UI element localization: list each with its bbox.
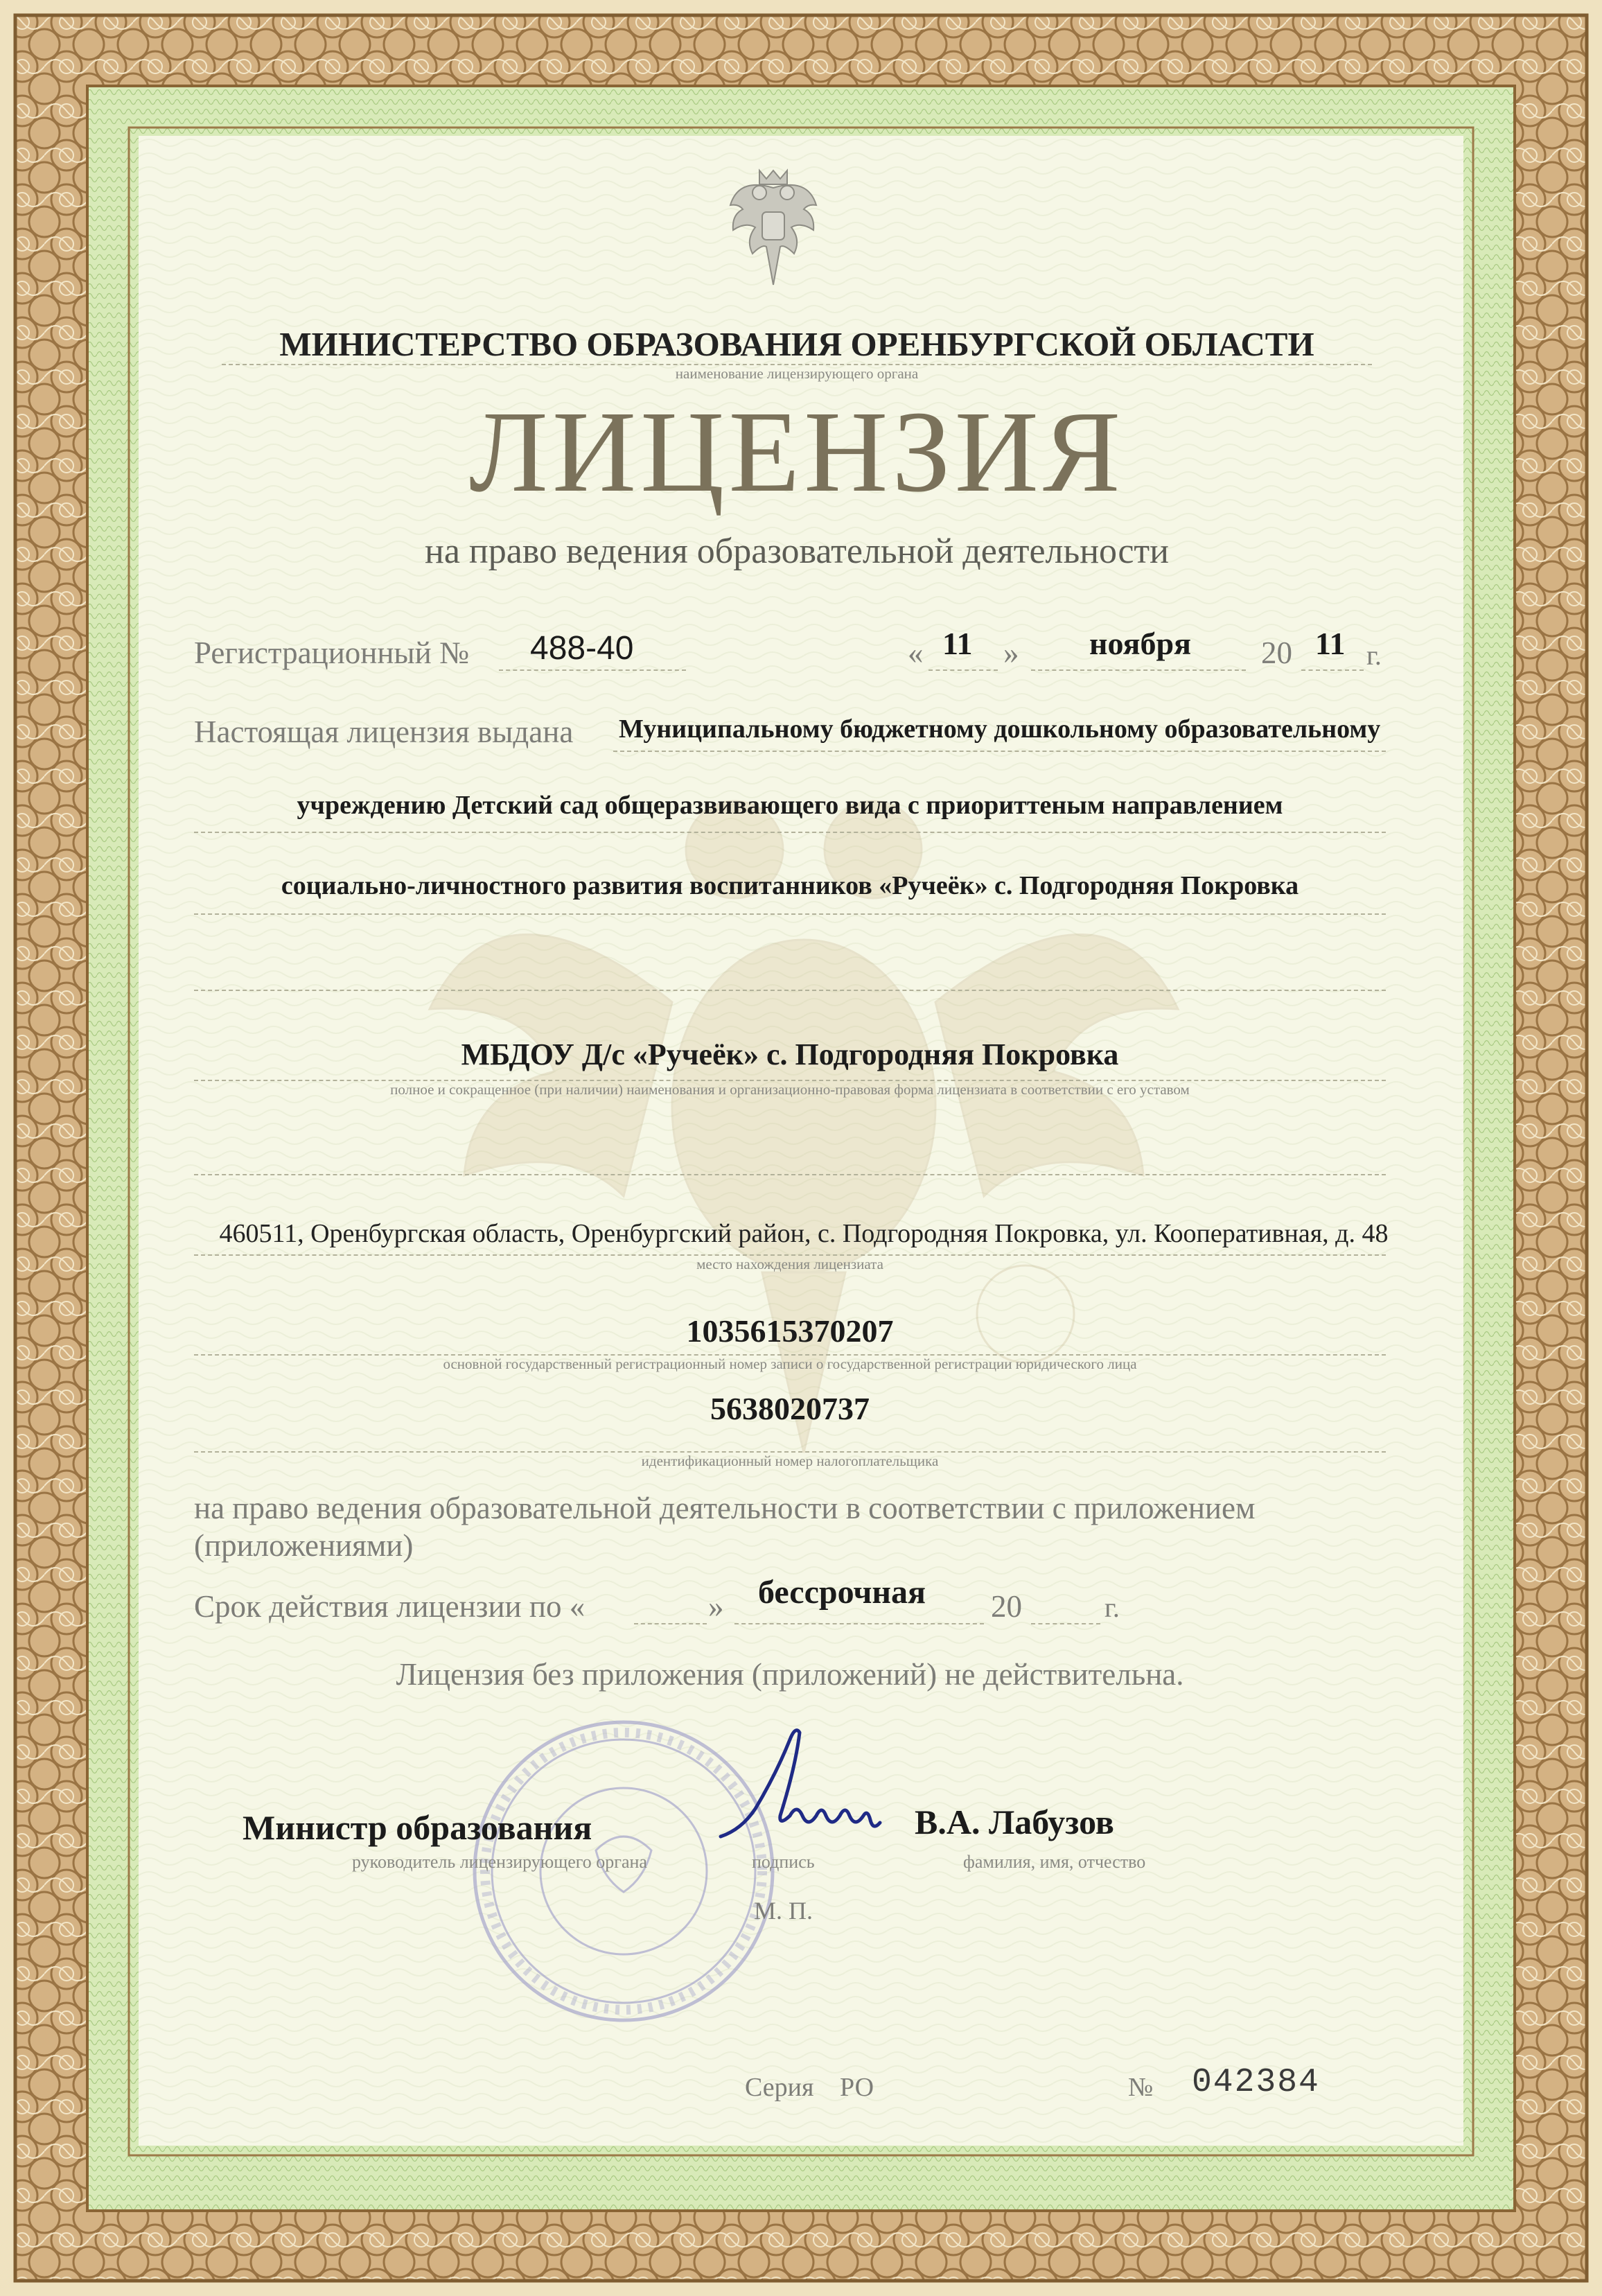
issued-line1-field xyxy=(613,751,1386,752)
validity-value: бессрочная xyxy=(758,1574,926,1611)
signature-caption: подпись xyxy=(752,1852,815,1872)
signatory-position: Министр образования xyxy=(243,1808,592,1847)
document-title: ЛИЦЕНЗИЯ xyxy=(468,387,1125,516)
position-caption: руководитель лицензирующего органа xyxy=(352,1852,647,1872)
document-subtitle: на право ведения образовательной деятельности xyxy=(425,532,1169,571)
date-quote-open: « xyxy=(908,636,924,670)
handwritten-signature xyxy=(714,1712,922,1850)
date-year-prefix: 20 xyxy=(1261,636,1292,670)
issued-line3-field xyxy=(194,913,1386,915)
date-quote-close: » xyxy=(1003,636,1019,670)
registration-label: Регистрационный № xyxy=(194,636,469,670)
issued-line2-field xyxy=(194,832,1386,833)
licensee-name-line1: Муниципальному бюджетному дошкольному образовательному xyxy=(619,715,1381,744)
validity-day-field xyxy=(634,1623,707,1624)
signatory-name: В.А. Лабузов xyxy=(915,1803,1114,1841)
issued-line4-field xyxy=(194,990,1386,991)
date-day-field xyxy=(928,669,998,671)
registration-number-field xyxy=(499,669,686,671)
licensee-name-line2: учреждению Детский сад общеразвивающего вида с приориттеным направлением xyxy=(297,791,1283,820)
registration-number: 488-40 xyxy=(530,630,634,667)
licensee-short-name: МБДОУ Д/с «Ручеёк» с. Подгородняя Покровка xyxy=(461,1037,1119,1071)
validity-year-suffix: г. xyxy=(1104,1592,1120,1623)
licensee-address: 460511, Оренбургская область, Оренбургский район, с. Подгородняя Покровка, ул. Кооперативная, д. 48 xyxy=(219,1219,1389,1248)
ministry-caption: наименование лицензирующего органа xyxy=(675,365,919,382)
validity-year-prefix: 20 xyxy=(991,1589,1022,1624)
serial-number: 042384 xyxy=(1192,2064,1320,2101)
right-text-line1: на право ведения образовательной деятельности в соответствии с приложением xyxy=(194,1491,1256,1525)
registration-day: 11 xyxy=(942,626,973,661)
address-caption: место нахождения лицензиата xyxy=(696,1256,883,1272)
coat-of-arms-emblem xyxy=(725,164,822,295)
number-label: № xyxy=(1128,2073,1154,2102)
ministry-name: МИНИСТЕРСТВО ОБРАЗОВАНИЯ ОРЕНБУРГСКОЙ ОБЛАСТИ xyxy=(279,325,1314,363)
validity-value-field xyxy=(734,1623,984,1624)
validity-label: Срок действия лицензии по « xyxy=(194,1589,586,1624)
date-month-field xyxy=(1031,669,1246,671)
inn-number: 5638020737 xyxy=(710,1391,870,1426)
registration-month: ноября xyxy=(1089,626,1191,661)
invalid-without-appendix-note: Лицензия без приложения (приложений) не действительна. xyxy=(396,1657,1184,1692)
issued-label: Настоящая лицензия выдана xyxy=(194,715,574,749)
stamp-place: М. П. xyxy=(754,1897,813,1925)
blank-line xyxy=(194,1174,1386,1175)
date-year-suffix: г. xyxy=(1366,640,1382,671)
registration-year: 11 xyxy=(1315,626,1346,661)
validity-quote-close: » xyxy=(708,1589,724,1624)
name-caption: фамилия, имя, отчество xyxy=(963,1852,1146,1872)
ogrn-caption: основной государственный регистрационный номер записи о государственной регистрации юридического лица xyxy=(443,1356,1137,1372)
ogrn-number: 1035615370207 xyxy=(686,1313,894,1349)
right-text-line2: (приложениями) xyxy=(194,1528,414,1563)
date-year-field xyxy=(1301,669,1364,671)
series-value: РО xyxy=(840,2073,874,2102)
validity-year-field xyxy=(1031,1623,1100,1624)
inn-caption: идентификационный номер налогоплательщика xyxy=(641,1453,939,1469)
series-label: Серия xyxy=(745,2073,814,2102)
short-name-caption: полное и сокращенное (при наличии) наименования и организационно-правовая форма лицензиата в соответствии с его уставом xyxy=(390,1081,1190,1098)
licensee-name-line3: социально-личностного развития воспитанников «Ручеёк» с. Подгородняя Покровка xyxy=(281,871,1299,900)
